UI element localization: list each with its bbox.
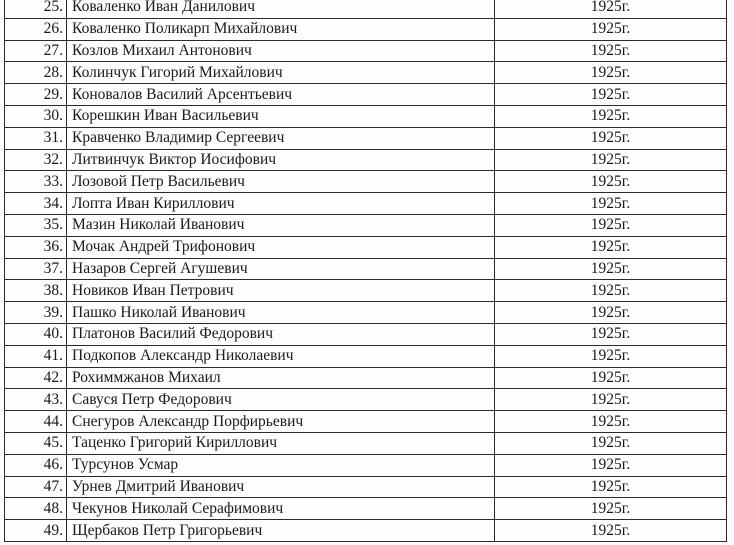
row-number-cell: 40. (5, 323, 67, 345)
birth-year-cell: 1925г. (495, 214, 727, 236)
person-name-cell: Кравченко Владимир Сергеевич (67, 127, 495, 149)
person-name-cell: Савуся Петр Федорович (67, 389, 495, 411)
person-name-cell: Коваленко Иван Данилович (67, 0, 495, 18)
birth-year-cell: 1925г. (495, 105, 727, 127)
person-name-cell: Литвинчук Виктор Иосифович (67, 149, 495, 171)
row-number-cell: 27. (5, 40, 67, 62)
person-name-cell: Подкопов Александр Николаевич (67, 345, 495, 367)
person-name-cell: Мазин Николай Иванович (67, 214, 495, 236)
table-row (5, 171, 727, 193)
table-row (5, 105, 727, 127)
row-number-cell: 34. (5, 193, 67, 215)
row-number-cell: 25. (5, 0, 67, 18)
row-number-cell: 38. (5, 280, 67, 302)
table-row (5, 258, 727, 280)
row-number-cell: 35. (5, 214, 67, 236)
person-name-cell: Пашко Николай Иванович (67, 302, 495, 324)
row-number-cell: 49. (5, 520, 67, 542)
roster-table-body (5, 0, 727, 541)
row-number-cell: 31. (5, 127, 67, 149)
roster-table (4, 0, 727, 542)
birth-year-cell: 1925г. (495, 149, 727, 171)
row-number-cell: 48. (5, 498, 67, 520)
table-row (5, 193, 727, 215)
row-number-cell: 29. (5, 84, 67, 106)
table-row (5, 236, 727, 258)
row-number-cell: 41. (5, 345, 67, 367)
person-name-cell: Мочак Андрей Трифонович (67, 236, 495, 258)
table-row (5, 40, 727, 62)
row-number-cell: 44. (5, 411, 67, 433)
table-row (5, 454, 727, 476)
table-row (5, 0, 727, 18)
person-name-cell: Турсунов Усмар (67, 454, 495, 476)
person-name-cell: Таценко Григорий Кириллович (67, 432, 495, 454)
row-number-cell: 33. (5, 171, 67, 193)
birth-year-cell: 1925г. (495, 345, 727, 367)
table-row (5, 367, 727, 389)
person-name-cell: Коновалов Василий Арсентьевич (67, 84, 495, 106)
birth-year-cell: 1925г. (495, 62, 727, 84)
table-row (5, 323, 727, 345)
birth-year-cell: 1925г. (495, 193, 727, 215)
table-row (5, 214, 727, 236)
person-name-cell: Рохиммжанов Михаил (67, 367, 495, 389)
birth-year-cell: 1925г. (495, 389, 727, 411)
person-name-cell: Щербаков Петр Григорьевич (67, 520, 495, 542)
row-number-cell: 36. (5, 236, 67, 258)
birth-year-cell: 1925г. (495, 520, 727, 542)
birth-year-cell: 1925г. (495, 18, 727, 40)
person-name-cell: Снегуров Александр Порфирьевич (67, 411, 495, 433)
person-name-cell: Коваленко Поликарп Михайлович (67, 18, 495, 40)
birth-year-cell: 1925г. (495, 84, 727, 106)
table-row (5, 476, 727, 498)
table-row (5, 280, 727, 302)
table-row (5, 149, 727, 171)
birth-year-cell: 1925г. (495, 323, 727, 345)
table-row (5, 18, 727, 40)
birth-year-cell: 1925г. (495, 127, 727, 149)
person-name-cell: Новиков Иван Петрович (67, 280, 495, 302)
birth-year-cell: 1925г. (495, 171, 727, 193)
table-row (5, 127, 727, 149)
person-name-cell: Корешкин Иван Васильевич (67, 105, 495, 127)
birth-year-cell: 1925г. (495, 411, 727, 433)
row-number-cell: 26. (5, 18, 67, 40)
person-name-cell: Урнев Дмитрий Иванович (67, 476, 495, 498)
table-row (5, 498, 727, 520)
birth-year-cell: 1925г. (495, 367, 727, 389)
table-row (5, 62, 727, 84)
birth-year-cell: 1925г. (495, 432, 727, 454)
person-name-cell: Лозовой Петр Васильевич (67, 171, 495, 193)
birth-year-cell: 1925г. (495, 280, 727, 302)
person-name-cell: Лопта Иван Кириллович (67, 193, 495, 215)
birth-year-cell: 1925г. (495, 40, 727, 62)
person-name-cell: Чекунов Николай Серафимович (67, 498, 495, 520)
table-row (5, 389, 727, 411)
birth-year-cell: 1925г. (495, 236, 727, 258)
row-number-cell: 42. (5, 367, 67, 389)
birth-year-cell: 1925г. (495, 302, 727, 324)
birth-year-cell: 1925г. (495, 258, 727, 280)
table-row (5, 84, 727, 106)
person-name-cell: Назаров Сергей Агушевич (67, 258, 495, 280)
row-number-cell: 32. (5, 149, 67, 171)
table-row (5, 520, 727, 542)
table-row (5, 411, 727, 433)
person-name-cell: Платонов Василий Федорович (67, 323, 495, 345)
person-name-cell: Колинчук Гигорий Михайлович (67, 62, 495, 84)
birth-year-cell: 1925г. (495, 498, 727, 520)
table-row (5, 432, 727, 454)
row-number-cell: 47. (5, 476, 67, 498)
row-number-cell: 30. (5, 105, 67, 127)
table-row (5, 345, 727, 367)
birth-year-cell: 1925г. (495, 476, 727, 498)
table-row (5, 302, 727, 324)
person-name-cell: Козлов Михаил Антонович (67, 40, 495, 62)
row-number-cell: 46. (5, 454, 67, 476)
birth-year-cell: 1925г. (495, 454, 727, 476)
row-number-cell: 39. (5, 302, 67, 324)
birth-year-cell: 1925г. (495, 0, 727, 18)
row-number-cell: 45. (5, 432, 67, 454)
row-number-cell: 43. (5, 389, 67, 411)
row-number-cell: 28. (5, 62, 67, 84)
row-number-cell: 37. (5, 258, 67, 280)
